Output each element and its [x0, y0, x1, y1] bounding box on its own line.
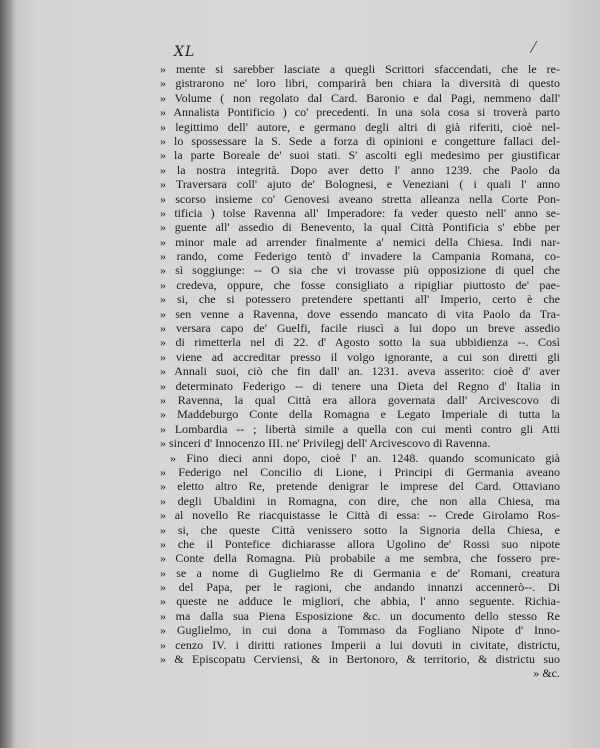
text-line: » di rimetterla nel dì 22. d' Agosto sotto la sua ubbidienza --. Così — [160, 335, 560, 350]
text-line: » minor male ad arrender finalmente a' nemici della Chiesa. Indi nar- — [160, 234, 560, 249]
text-line: » gistrarono ne' loro libri, comparirà ben chiara la diversità di questo — [160, 76, 560, 91]
text-line: » la parte Boreale de' suoi stati. S' ascolti egli medesimo per giustificar — [160, 148, 560, 163]
text-line: » cenzo IV. i diritti rationes Imperii a lui dovuti in civitate, districtu, — [160, 637, 560, 652]
text-line: » ma dalla sua Piena Esposizione &c. un documento dello stesso Re — [160, 608, 560, 623]
text-line: » & Episcopatu Cerviensi, & in Bertonoro, & territorio, & districtu suo — [160, 652, 560, 667]
margin-pencil-mark — [530, 41, 538, 54]
page-gutter-shadow — [0, 0, 14, 748]
text-line: » eletto altro Re, pretende denigrar le imprese del Card. Ottaviano — [160, 479, 560, 494]
text-line: » la nostra integrità. Dopo aver detto l' anno 1239. che Paolo da — [160, 162, 560, 177]
text-line: » rando, come Federigo tentò d' invadere la Campania Romana, co- — [160, 249, 560, 264]
text-line: » viene ad accreditar presso il volgo ignorante, a cui son diretti gli — [160, 349, 560, 364]
text-line: » Guglielmo, in cui dona a Tommaso da Fogliano Nipote d' Inno- — [160, 623, 560, 638]
text-line: » che il Pontefice dichiarasse allora Ugolino de' Rossi suo nipote — [160, 536, 560, 551]
text-line: » Ravenna, la qual Città era allora governata dall' Arcivescovo di — [160, 392, 560, 407]
page-number: XL — [174, 44, 196, 60]
text-line: » Traversara coll' ajuto de' Bolognesi, e Veneziani ( i quali l' anno — [160, 177, 560, 192]
text-line: » queste ne adduce le migliori, che abbia, l' anno seguente. Richia- — [160, 594, 560, 609]
text-line: » guente all' assedio di Benevento, la qual Città Pontificia s' ebbe per — [160, 220, 560, 235]
text-line: » legittimo dell' autore, e germano degli altri di già riferiti, cioè nel- — [160, 119, 560, 134]
text-line: » Fino dieci anni dopo, cioè l' an. 1248. quando scomunicato già — [170, 450, 560, 465]
text-line: » credeva, oppure, che fosse consigliato a ripigliar piuttosto de' pae- — [160, 277, 560, 292]
text-line: » Annali suoi, ciò che fin dall' an. 1231. aveva asserito: cioè d' aver — [160, 364, 560, 379]
text-line: » &c. — [533, 666, 560, 681]
text-line: » sinceri d' Innocenzo III. ne' Privilegj dell' Arcivescovo di Ravenna. — [160, 436, 491, 451]
text-line: » scorso insieme co' Genovesi aveano stretta alleanza nella Corte Pon- — [160, 191, 560, 206]
text-line: » Annalista Pontificio ) co' precedenti. In una sola cosa si troverà parto — [160, 105, 560, 120]
text-line: » sen venne a Ravenna, dove essendo mancato di vita Paolo da Tra- — [160, 306, 560, 321]
text-line: » del Papa, per le ragioni, che andando innanzi accennerò--. Di — [160, 580, 560, 595]
text-line: » Volume ( non regolato dal Card. Baronio e dal Pagi, nemmeno dall' — [160, 90, 560, 105]
body-text — [160, 62, 560, 681]
text-line: » Conte della Romagna. Più probabile a me sembra, che fossero pre- — [160, 551, 560, 566]
text-line: » determinato Federigo -- di tenere una Dieta del Regno d' Italia in — [160, 378, 560, 393]
text-line: » Lombardia -- ; libertà simile a quella con cui mentì contro gli Atti — [160, 421, 560, 436]
text-line: » si, che queste Città venissero sotto la Signoria della Chiesa, e — [160, 522, 560, 537]
text-line: » tificia ) tolse Ravenna all' Imperadore: fa veder questo nell' anno se- — [160, 205, 560, 220]
text-line: » degli Ubaldini in Romagna, con dire, che non alla Chiesa, ma — [160, 493, 560, 508]
text-line: » Maddeburgo Conte della Romagna e Legato Imperiale di tutta la — [160, 407, 560, 422]
text-line: » lo spossessare la S. Sede a forza di opinioni e congetture fallaci del- — [160, 133, 560, 148]
text-line: » al novello Re riacquistasse le Città di essa: -- Crede Girolamo Ros- — [160, 508, 560, 523]
text-line: » se a nome di Guglielmo Re di Germania e de' Romani, creatura — [160, 565, 560, 580]
text-line: » sì soggiunge: -- O sia che vi trovasse più opposizione di quel che — [160, 263, 560, 278]
text-line: » mente si sarebber lasciate a quegli Scrittori sfaccendati, che le re- — [160, 62, 560, 76]
text-line: » versara capo de' Guelfi, facile riuscì a lui dopo un breve assedio — [160, 321, 560, 336]
text-line: » si, che si potessero pretendere spettanti all' Imperio, certo è che — [160, 292, 560, 307]
text-line: » Federigo nel Concilio di Lione, i Principi di Germania aveano — [160, 464, 560, 479]
